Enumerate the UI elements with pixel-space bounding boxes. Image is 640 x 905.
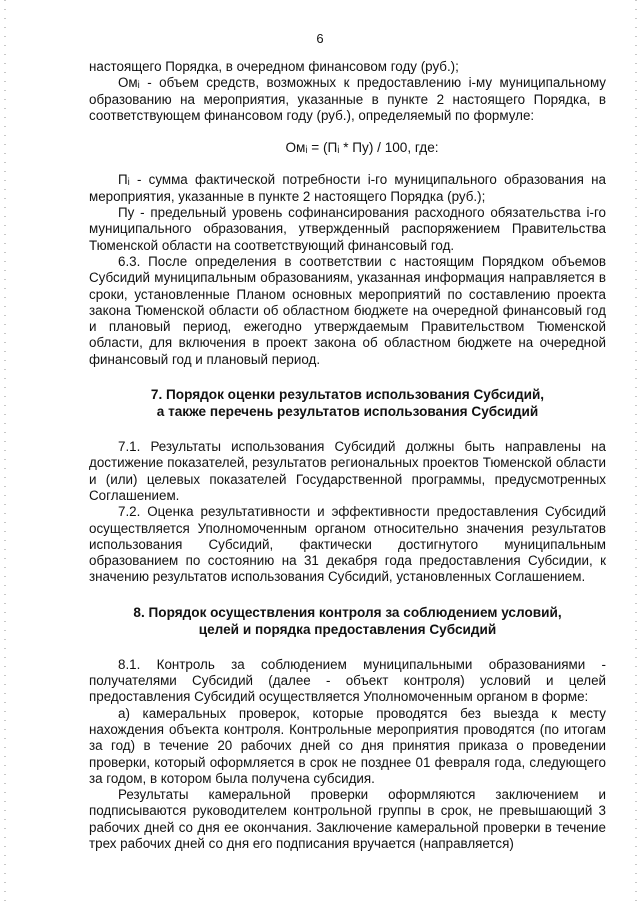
- scan-edge-left: [4, 0, 6, 905]
- page-number: 6: [316, 31, 324, 46]
- scan-edge-right: [635, 0, 637, 905]
- formula: Омᵢ = (Пᵢ * Пу) / 100, где:: [285, 140, 439, 156]
- paragraph-continuation: настоящего Порядка, в очередном финансовом году (руб.);: [89, 59, 459, 74]
- section-8-heading-line2: целей и порядка предоставления Субсидий: [198, 621, 497, 637]
- paragraph-7-2: 7.2. Оценка результативности и эффективности предоставления Субсидий осуществляется Уполномоченным органом относительно значения результатов использования Субсидий, фактически достигнутого муниципальным образованием по состоянию на 31 декабря года предоставления Субсидии, к значению результатов использования Субсидий, установленных Соглашением.: [89, 504, 606, 585]
- paragraph-8-results: Результаты камеральной проверки оформляются заключением и подписываются руководителем контрольной группы в срок, не превышающий 3 рабочих дней со дня ее окончания. Заключение камеральной проверки в течение трех рабочих дней со дня его подписания вручается (направляется): [89, 787, 606, 851]
- paragraph-py-definition: Пу - предельный уровень софинансирования расходного обязательства i-го муниципального образования, утвержденный распоряжением Правительства Тюменской области на соответствующий финансовый год.: [89, 205, 606, 253]
- section-8-heading: [89, 604, 606, 638]
- paragraph-om-definition: Омᵢ - объем средств, возможных к предоставлению i-му муниципальному образованию на мероприятия, указанные в пункте 2 настоящего Порядка, в соответствующем финансовом году (руб.), определяемый по формуле:: [89, 75, 606, 123]
- section-7-heading: [89, 386, 606, 420]
- paragraph-7-1: 7.1. Результаты использования Субсидий должны быть направлены на достижение показателей, результатов региональных проектов Тюменской области и (или) целевых показателей Государственной программы, предусмотренных Соглашением.: [89, 439, 606, 503]
- paragraph-8-1-a: а) камеральных проверок, которые проводятся без выезда к месту нахождения объекта контроля. Контрольные мероприятия проводятся (по итогам за год) в течение 20 рабочих дней со дня принятия приказа о проведении проверки, который оформляется в срок не позднее 01 февраля года, следующего за годом, в котором была получена субсидия.: [89, 705, 606, 786]
- section-7-heading-line1: 7. Порядок оценки результатов использования Субсидий,: [150, 387, 545, 403]
- paragraph-6-3: 6.3. После определения в соответствии с настоящим Порядком объемов Субсидий муниципальным образованиям, указанная информация направляется в сроки, установленные Планом основных мероприятий по составлению проекта закона Тюменской области об областном бюджете на очередной финансовый год и плановый период, ежегодно утверждаемым Правительством Тюменской области, для включения в проект закона об областном бюджете на очередной финансовый год и плановый период.: [89, 253, 606, 367]
- paragraph-8-1: 8.1. Контроль за соблюдением муниципальными образованиями - получателями Субсидий (далее - объект контроля) условий и целей предоставления Субсидий осуществляется Уполномоченным органом в форме:: [89, 656, 606, 705]
- paragraph-pi-definition: Пᵢ - сумма фактической потребности i-го муниципального образования на мероприятия, указанные в пункте 2 настоящего Порядка (руб.);: [89, 172, 606, 204]
- document-body: [89, 59, 606, 852]
- section-7-heading-line2: а также перечень результатов использования Субсидий: [156, 404, 539, 420]
- section-8-heading-line1: 8. Порядок осуществления контроля за соблюдением условий,: [133, 604, 562, 620]
